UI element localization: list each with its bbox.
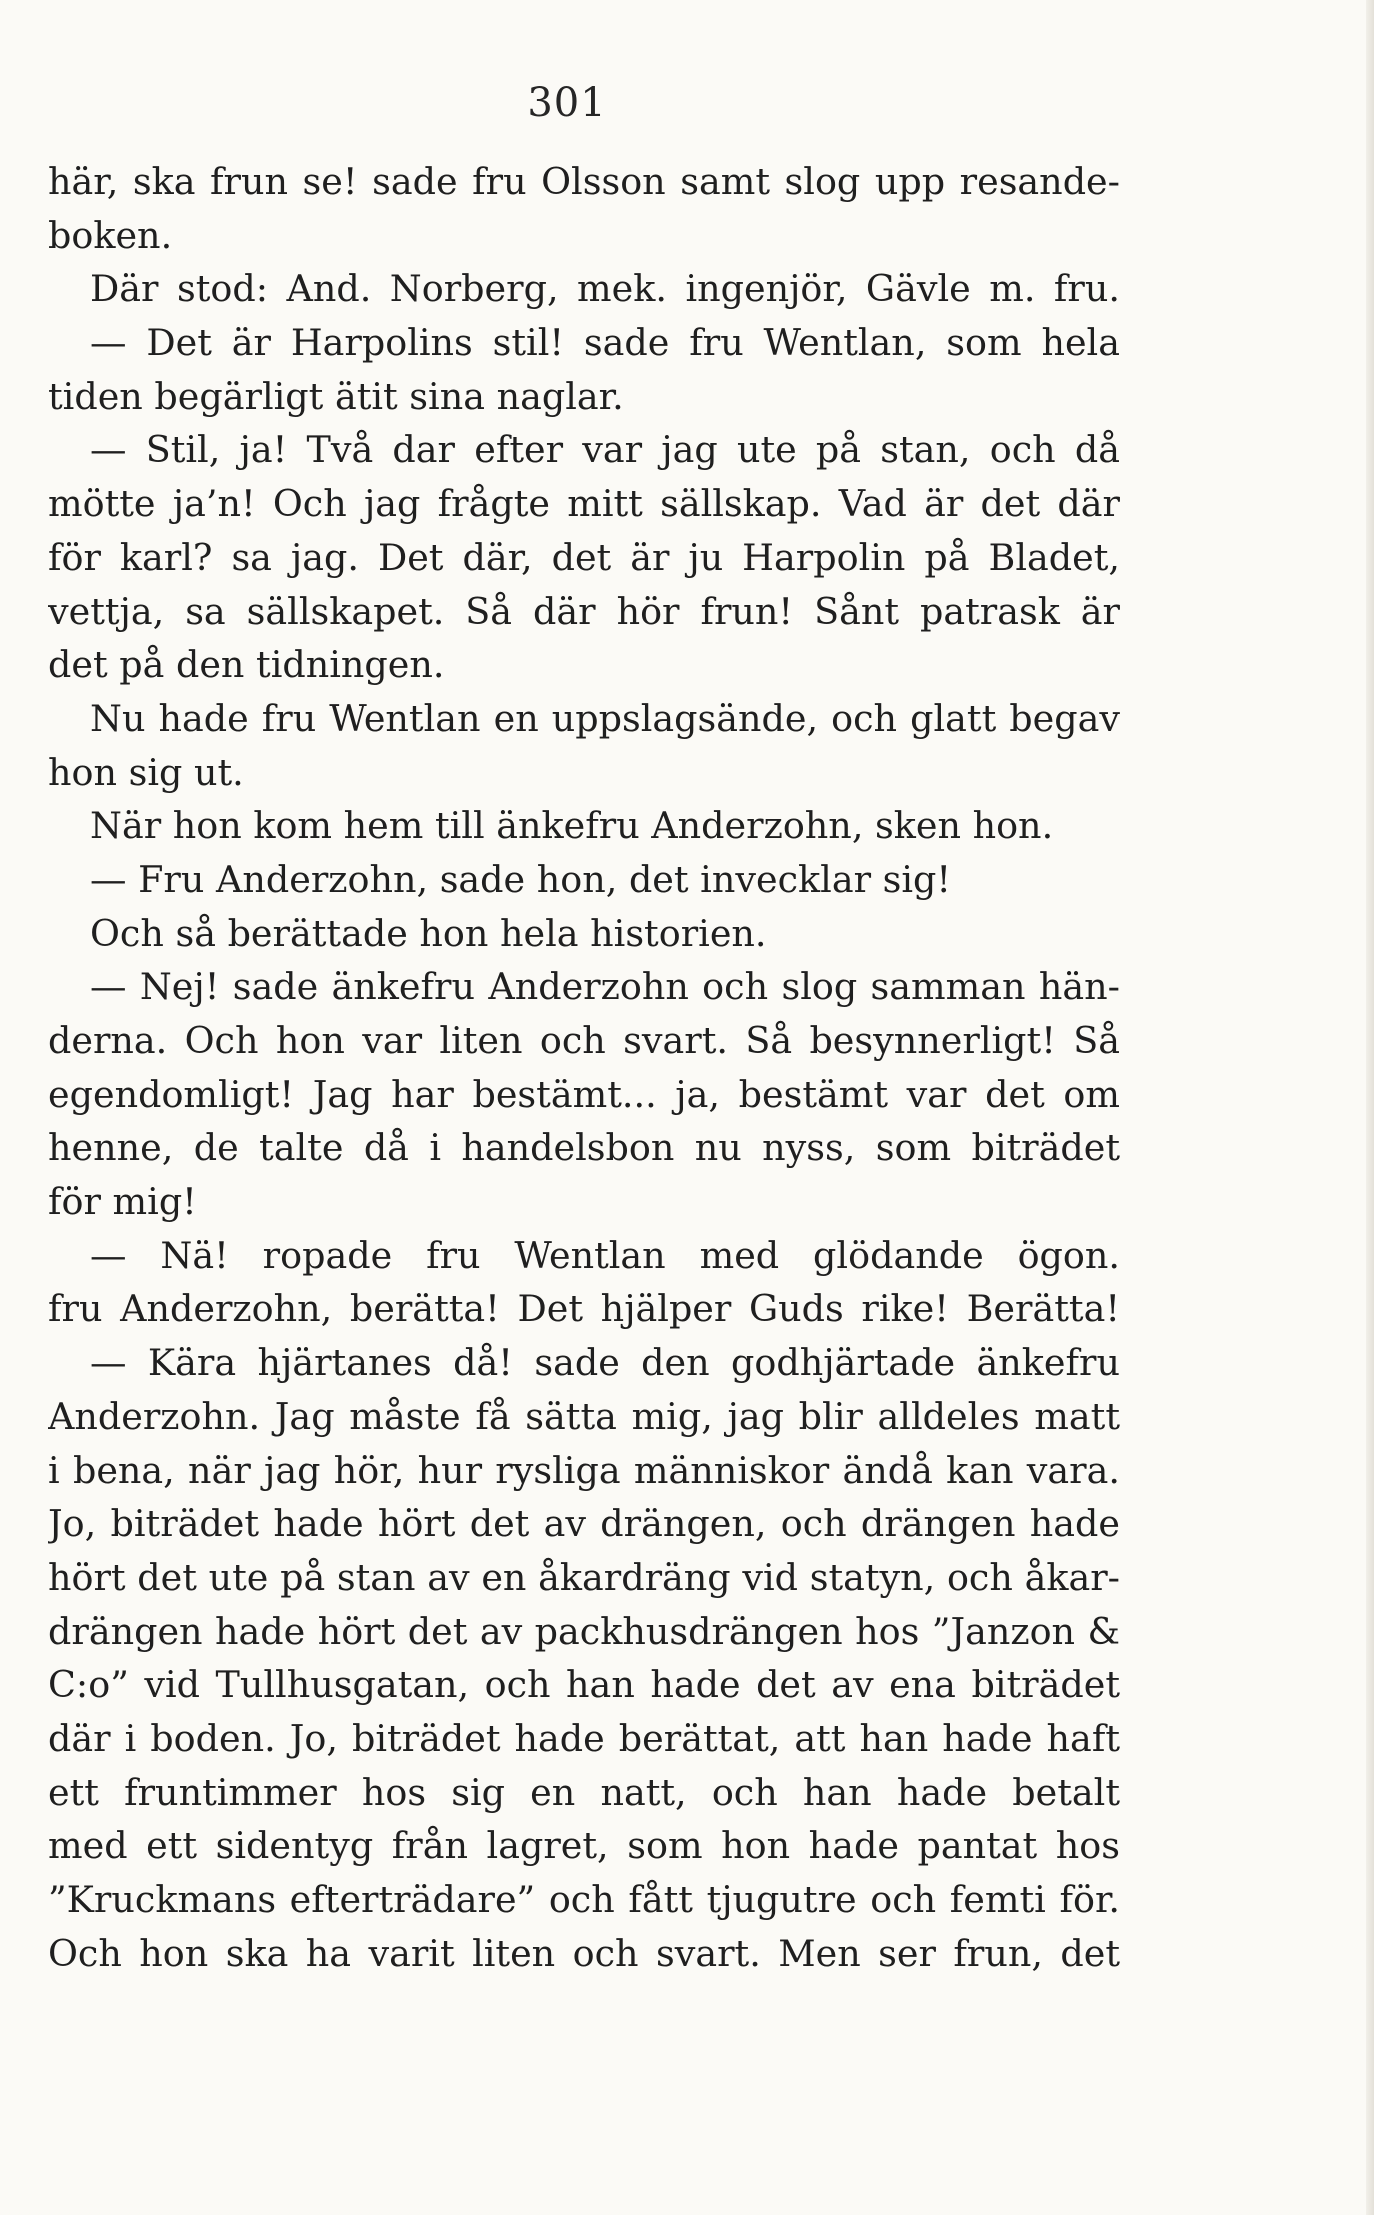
text-line: — Nä! ropade fru Wentlan med glödande ögon. xyxy=(90,1233,1120,1277)
text-line: — Fru Anderzohn, sade hon, det invecklar sig! xyxy=(90,857,952,901)
text-line: Jo, biträdet hade hört det av drängen, och drängen hade xyxy=(48,1502,1120,1546)
text-line: här, ska frun se! sade fru Olsson samt slog upp resande- xyxy=(48,160,1120,203)
text-line: mötte ja’n! Och jag frågte mitt sällskap. Vad är det där xyxy=(48,482,1120,526)
page-edge xyxy=(1366,0,1374,2215)
text-line: derna. Och hon var liten och svart. Så besynnerligt! Så xyxy=(48,1019,1120,1062)
text-line: i bena, när jag hör, hur rysliga människor ändå kan vara. xyxy=(48,1448,1120,1492)
text-line: — Kära hjärtanes då! sade den godhjärtade änkefru xyxy=(90,1341,1120,1385)
text-line: Där stod: And. Norberg, mek. ingenjör, Gävle m. fru. xyxy=(90,267,1120,311)
text-line: där i boden. Jo, biträdet hade berättat, att han hade haft xyxy=(48,1716,1120,1760)
text-line: — Det är Harpolins stil! sade fru Wentlan, som hela xyxy=(90,321,1120,365)
text-line: ett fruntimmer hos sig en natt, och han hade betalt xyxy=(48,1770,1120,1814)
text-line: hört det ute på stan av en åkardräng vid statyn, och åkar- xyxy=(48,1555,1120,1599)
page-number: 301 xyxy=(527,80,607,126)
text-line: drängen hade hört det av packhusdrängen hos ”Janzon & xyxy=(48,1609,1120,1653)
text-line: Nu hade fru Wentlan en uppslagsände, och glatt begav xyxy=(90,696,1120,740)
text-line: med ett sidentyg från lagret, som hon hade pantat hos xyxy=(48,1824,1120,1868)
text-line: det på den tidningen. xyxy=(48,643,445,687)
text-line: för mig! xyxy=(48,1180,197,1224)
text-line: När hon kom hem till änkefru Anderzohn, sken hon. xyxy=(90,804,1054,848)
text-line: Anderzohn. Jag måste få sätta mig, jag blir alldeles matt xyxy=(48,1394,1120,1438)
text-line: ”Kruckmans efterträdare” och fått tjugutre och femti för. xyxy=(48,1878,1120,1921)
text-line: tiden begärligt ätit sina naglar. xyxy=(48,374,624,418)
text-line: henne, de talte då i handelsbon nu nyss, som biträdet xyxy=(48,1126,1120,1170)
body-text xyxy=(48,155,1120,1980)
text-line: hon sig ut. xyxy=(48,750,244,794)
text-line: C:o” vid Tullhusgatan, och han hade det av ena biträdet xyxy=(48,1663,1120,1707)
text-line: — Nej! sade änkefru Anderzohn och slog samman hän- xyxy=(90,965,1120,1009)
text-line: vettja, sa sällskapet. Så där hör frun! Sånt patrask är xyxy=(48,589,1120,633)
text-line: fru Anderzohn, berätta! Det hjälper Guds rike! Berätta! xyxy=(48,1287,1120,1331)
text-line: för karl? sa jag. Det där, det är ju Harpolin på Bladet, xyxy=(48,535,1120,579)
text-line: Och så berättade hon hela historien. xyxy=(90,911,767,955)
text-line: — Stil, ja! Två dar efter var jag ute på stan, och då xyxy=(90,428,1120,472)
text-line: Och hon ska ha varit liten och svart. Men ser frun, det xyxy=(48,1931,1120,1975)
text-line: egendomligt! Jag har bestämt... ja, bestämt var det om xyxy=(48,1072,1120,1116)
text-line: boken. xyxy=(48,213,173,257)
